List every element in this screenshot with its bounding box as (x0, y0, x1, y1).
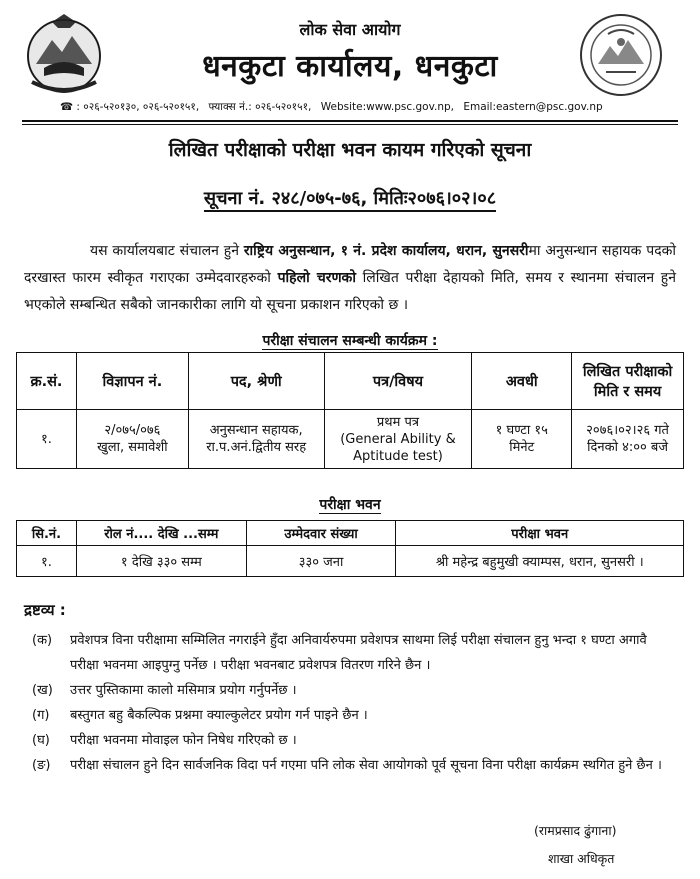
org-name: लोक सेवा आयोग (299, 20, 401, 39)
header-divider-thin (22, 124, 678, 125)
notice-number-text: सूचना नं. २४८/०७५-७६, मितिः२०७६।०२।०८ (204, 188, 496, 212)
note-mark: (क) (32, 633, 53, 648)
signatory-title: शाखा अधिकृत (548, 851, 615, 866)
note-mark: (ग) (32, 708, 50, 723)
cell-advertisement (76, 410, 188, 469)
adv-number: २/०७५/०७६ (104, 423, 161, 438)
paper-name: प्रथम पत्र (376, 414, 420, 430)
cell-candidates: ३३० जना (246, 546, 396, 577)
exam-hall-header-row (17, 521, 684, 546)
schedule-table (16, 352, 684, 469)
intro-paragraph (24, 238, 676, 319)
paper-subject-2: Aptitude test) (353, 448, 443, 464)
cell-duration (472, 410, 572, 469)
note-text: परीक्षा संचालन हुने दिन सार्वजनिक विदा पर्न गएमा पनि लोक सेवा आयोगको पूर्व सूचना विना परीक्षा कार्यक्रम स्थगित हुने छैन । (70, 758, 662, 773)
exam-date: २०७६।०२।२६ गते (586, 423, 669, 438)
website-link[interactable]: Website:www.psc.gov.np, (320, 101, 454, 113)
col-sn: क्र.सं. (17, 353, 77, 410)
note-mark: (ख) (32, 683, 53, 698)
table-row (17, 546, 684, 577)
col-date-time (572, 353, 684, 410)
duration-minutes: मिनेट (509, 440, 535, 455)
col-candidates: उम्मेदवार संख्या (246, 521, 396, 546)
note-text: उत्तर पुस्तिकामा कालो मसिमात्र प्रयोग गर्नुपर्नेछ । (70, 683, 297, 698)
duration-hours: १ घण्टा १५ (495, 423, 548, 438)
schedule-header-row (17, 353, 684, 410)
note-text: परीक्षा भवनमा मोवाइल फोन निषेध गरिएको छ । (70, 733, 297, 748)
col-hall: परीक्षा भवन (396, 521, 684, 546)
table-row (17, 410, 684, 469)
col-duration: अवधी (472, 353, 572, 410)
notice-number (0, 186, 700, 210)
list-item (24, 703, 676, 728)
email-link[interactable]: Email:eastern@psc.gov.np (463, 101, 603, 113)
list-item (24, 728, 676, 753)
col-date-time-line1: लिखित परीक्षाको (582, 364, 673, 380)
post-level: रा.प.अनं.द्वितीय सरह (206, 440, 307, 455)
col-advertisement: विज्ञापन नं. (76, 353, 188, 410)
notes-heading: द्रष्टव्य : (24, 601, 66, 619)
post-name: अनुसन्धान सहायक, (209, 423, 303, 438)
exam-time: दिनको ४:०० बजे (587, 440, 668, 455)
cell-sn: १. (17, 546, 77, 577)
col-post: पद, श्रेणी (188, 353, 324, 410)
signatory-name: (रामप्रसाद ढुंगाना) (534, 823, 617, 838)
intro-phase: पहिलो चरणको (277, 270, 356, 286)
list-item (24, 678, 676, 703)
note-text: बस्तुगत बहु बैकल्पिक प्रश्नमा क्याल्कुलेटर प्रयोग गर्न पाइने छैन । (70, 708, 368, 723)
col-date-time-line2: मिति र समय (593, 384, 662, 400)
header-divider (22, 120, 678, 122)
cell-roll: १ देखि ३३० सम्म (76, 546, 246, 577)
schedule-title-text: परीक्षा संचालन सम्बन्धी कार्यक्रम : (262, 333, 438, 349)
contact-line (60, 100, 609, 114)
cell-date-time (572, 410, 684, 469)
exam-hall-title-text: परीक्षा भवन (319, 497, 381, 513)
office-name: धनकुटा कार्यालय, धनकुटा (202, 49, 498, 84)
intro-text-1: यस कार्यालयबाट संचालन हुने (90, 243, 244, 259)
exam-hall-title (0, 495, 700, 514)
note-text: प्रवेशपत्र विना परीक्षामा सम्मिलित नगराईने हुँदा अनिवार्यरुपमा प्रवेशपत्र साथमा लिई परीक्षा संचालन हुनु भन्दा १ घण्टा अगावै परीक्षा भवनमा आइपुग्नु पर्नेछ । परीक्षा भवनबाट प्रवेशपत्र वितरण गरिने छैन । (70, 633, 647, 673)
exam-hall-table (16, 520, 684, 577)
col-roll: रोल नं.... देखि ...सम्म (76, 521, 246, 546)
paper-subject-1: (General Ability & (340, 431, 456, 447)
cell-post (188, 410, 324, 469)
cell-sn: १. (17, 410, 77, 469)
note-mark: (घ) (32, 733, 50, 748)
intro-text-2: मा अनुसन्धान सहायक पदको दरखास्त फारम स्वीकृत गराएका उम्मेदवारहरुको (24, 243, 677, 286)
notice-title: लिखित परीक्षाको परीक्षा भवन कायम गरिएको सूचना (168, 139, 532, 161)
list-item (24, 753, 676, 778)
cell-paper (324, 410, 472, 469)
schedule-title (0, 331, 700, 350)
cell-hall: श्री महेन्द्र बहुमुखी क्याम्पस, धरान, सुनसरी । (396, 546, 684, 577)
col-paper: पत्र/विषय (324, 353, 472, 410)
fax-number: फ्याक्स नं.: ०२६-५२०१५१, (208, 101, 312, 113)
note-mark: (ङ) (32, 758, 51, 773)
intro-office-name: राष्ट्रिय अनुसन्धान, १ नं. प्रदेश कार्यालय, धरान, सुनसरी (243, 243, 529, 259)
phone-numbers: ☎ : ०२६-५२०१३०, ०२६-५२०१५१, (60, 101, 200, 113)
col-sn: सि.नं. (17, 521, 77, 546)
list-item (24, 628, 676, 678)
intro-text-3: लिखित परीक्षा देहायको मिति, समय र स्थानमा संचालन हुने भएकोले सम्बन्धित सबैको जानकारीका लागि यो सूचना प्रकाशन गरिएको छ । (24, 270, 677, 313)
notes-list (24, 628, 676, 778)
adv-type: खुला, समावेशी (97, 440, 168, 455)
